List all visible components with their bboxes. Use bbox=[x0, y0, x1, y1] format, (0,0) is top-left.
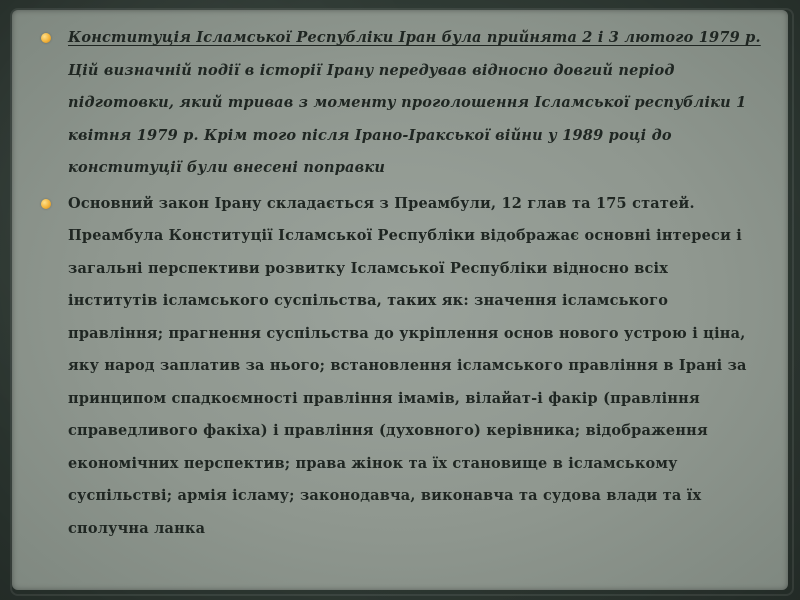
bullet-dot-icon bbox=[41, 33, 51, 43]
bullet-paragraph-1 bbox=[40, 22, 770, 185]
paragraph-2-line-3: загальні перспективи розвитку Ісламської Республіки відносно всіх bbox=[68, 259, 669, 277]
slide-content bbox=[40, 22, 770, 548]
paragraph-2-line-6: яку народ заплатив за нього; встановлення ісламського правління в Ірані за bbox=[68, 357, 747, 374]
paragraph-1-line-1: Конституція Ісламської Республіки Іран була прийнята 2 і 3 лютого 1979 р. bbox=[68, 29, 761, 46]
paragraph-2-line-7: принципом спадкоємності правління імамів, вілайат-і факір (правління bbox=[68, 389, 700, 407]
paragraph-1-line-5: конституції були внесені поправки bbox=[68, 159, 386, 176]
bullet-dot-icon bbox=[41, 199, 51, 209]
paragraph-2-line-2: Преамбула Конституції Ісламської Республіки відображає основні інтереси і bbox=[68, 227, 742, 244]
paragraph-1-line-3: підготовки, який тривав з моменту проголошення Ісламської республіки 1 bbox=[68, 94, 747, 111]
paragraph-1-line-2: Цій визначній події в історії Ірану передував відносно довгий період bbox=[68, 61, 675, 79]
paragraph-1-line-4: квітня 1979 р. Крім того після Ірано-Іракської війни у 1989 році до bbox=[68, 126, 672, 144]
paragraph-2-line-4: інститутів ісламського суспільства, таких як: значення ісламського bbox=[68, 292, 669, 309]
bullet-paragraph-2 bbox=[40, 188, 770, 546]
paragraph-2-line-9: економічних перспектив; права жінок та їх становище в ісламському bbox=[68, 454, 678, 472]
paragraph-2-line-11: сполучна ланка bbox=[68, 519, 206, 537]
paragraph-2-line-8: справедливого факіха) і правління (духовного) керівника; відображення bbox=[68, 422, 708, 439]
paragraph-2-line-5: правління; прагнення суспільства до укріплення основ нового устрою і ціна, bbox=[68, 324, 746, 342]
paragraph-2-line-1: Основний закон Ірану складається з Преамбули, 12 глав та 175 статей. bbox=[68, 194, 695, 212]
paragraph-2-line-10: суспільстві; армія ісламу; законодавча, виконавча та судова влади та їх bbox=[68, 487, 702, 504]
